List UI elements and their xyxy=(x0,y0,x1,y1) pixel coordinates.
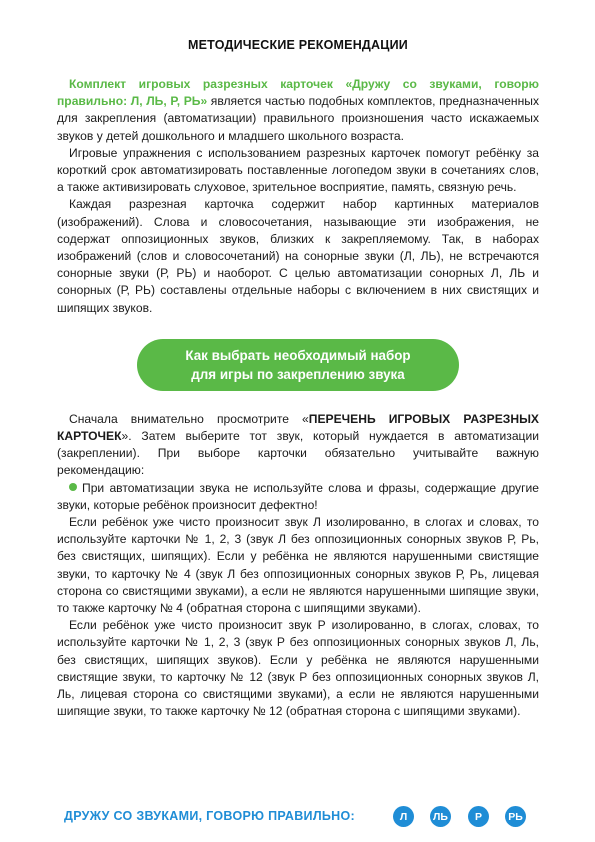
banner-line-2: для игры по закреплению звука xyxy=(191,366,405,382)
section-banner xyxy=(137,339,459,391)
paragraph-card-contents: Каждая разрезная карточка содержит набор картинных материалов (изображений). Слова и словосочетания, называющие эти изображения, не содержат оппозиционных звуков, близких к закрепляемому. Так, в наборах изображений (слов и словосочетаний) на сонорные звуки (Л, ЛЬ), не встречаются сонорные звуки (Р, РЬ) и наоборот. С целью автоматизации сонорных Л, ЛЬ и сонорных (Р, РЬ) составлены отдельные наборы с включением в них свистящих и шипящих звуков. xyxy=(57,197,539,315)
paragraph-exercises: Игровые упражнения с использованием разрезных карточек помогут ребёнку за короткий срок автоматизировать поставленные логопедом звуки в сочетаниях слов, а также активизировать слуховое, зрительное восприятие, память, связную речь. xyxy=(57,145,539,195)
instructions-section xyxy=(57,411,539,721)
sound-badge-r-soft: РЬ xyxy=(505,806,526,827)
bullet-text: При автоматизации звука не используйте слова и фразы, содержащие другие звуки, которые ребёнок произносит дефектно! xyxy=(57,480,539,512)
paragraph-sound-l: Если ребёнок уже чисто произносит звук Л изолированно, в слогах и словах, то используйте карточки № 1, 2, 3 (звук Л без оппозиционных сонорных звуков Р, Рь, без свистящих, шипящих). Если у ребёнка не являются нарушенными свистящие звуки, то карточку № 4 (звук Л без оппозиционных сонорных звуков Р, Рь, лицевая сторона со свистящими звуками), а если не являются нарушенными шипящие звуки, то также карточку № 4 (обратная сторона с шипящими звуками). xyxy=(57,515,539,616)
bullet-recommendation xyxy=(57,480,539,514)
page-title: МЕТОДИЧЕСКИЕ РЕКОМЕНДАЦИИ xyxy=(188,38,408,52)
banner-wrap xyxy=(57,339,539,391)
sound-badge-r: Р xyxy=(468,806,489,827)
selection-text-a: Сначала внимательно просмотрите « xyxy=(69,411,309,426)
sound-badge-l: Л xyxy=(393,806,414,827)
intro-paragraph xyxy=(57,76,539,145)
selection-text-b: ». Затем выберите тот звук, который нуждается в автоматизации (закреплении). При выборе карточки обязательно учитывайте важную рекомендацию: xyxy=(57,429,539,478)
paragraph-selection xyxy=(57,411,539,480)
intro-section xyxy=(57,76,539,317)
footer xyxy=(0,806,595,828)
intro-lead: Комплект игровых разрезных карточек «Дружу со звуками, говорю правильно: Л, ЛЬ, Р, РЬ» xyxy=(57,77,539,109)
page-content xyxy=(57,0,539,721)
footer-series-title: ДРУЖУ СО ЗВУКАМИ, ГОВОРЮ ПРАВИЛЬНО: xyxy=(64,809,355,823)
banner-line-1: Как выбрать необходимый набор xyxy=(185,347,411,363)
paragraph-sound-r: Если ребёнок уже чисто произносит звук Р изолированно, в слогах, словах, то используйте карточки № 1, 2, 3 (звук Р без оппозиционных сонорных звуков Л, Ль, без свистящих, шипящих звуков). Если у ребёнка не являются нарушенными свистящие звуки, то карточку № 12 (звук Р без оппозиционных сонорных звуков Л, Ль, лицевая сторона со свистящими звуками), а если не являются нарушенными шипящие звуки, то также карточку № 12 (обратная сторона с шипящими звуками). xyxy=(57,618,539,719)
bullet-dot-icon xyxy=(69,483,77,491)
intro-rest: является частью подобных комплектов, предназначенных для закрепления (автоматизации) правильного произношения часто искажаемых звуков у детей дошкольного и младшего школьного возраста. xyxy=(57,94,539,143)
sound-badge-l-soft: ЛЬ xyxy=(430,806,451,827)
card-list-reference: ПЕРЕЧЕНЬ ИГРОВЫХ РАЗРЕЗНЫХ КАРТОЧЕК xyxy=(57,411,539,444)
